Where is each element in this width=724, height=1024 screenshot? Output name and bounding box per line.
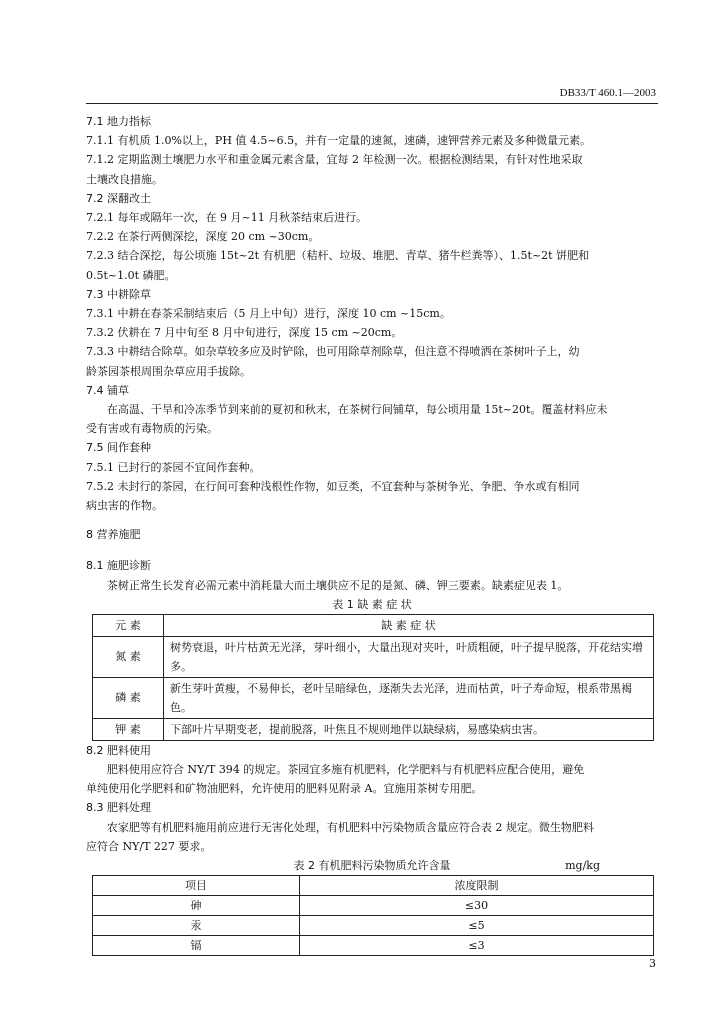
element-cell: 磷 素 xyxy=(93,677,164,718)
table-row xyxy=(93,718,654,740)
symptom-cell: 树势衰退，叶片枯黄无光泽，芽叶细小，大量出现对夹叶，叶质粗硬，叶子提早脱落，开花结实增多。 xyxy=(164,636,654,677)
table-row xyxy=(93,896,654,916)
table2-caption: 表 2 有机肥料污染物质允许含量 xyxy=(293,859,451,873)
section-heading: 7.2 深翻改土 xyxy=(86,191,151,205)
clause-text: 7.1.1 有机质 1.0%以上，PH 值 4.5~6.5，并有一定量的速氮，速磷，速钾营养元素及多种微量元素。 xyxy=(86,134,592,148)
section-heading: 7.3 中耕除草 xyxy=(86,287,151,301)
page-content xyxy=(86,112,658,956)
header-rule xyxy=(86,103,658,104)
deficiency-table xyxy=(92,614,654,741)
pollutant-limit-table xyxy=(92,875,654,956)
clause-text: 7.5.2 未封行的茶园，在行间可套种浅根性作物，如豆类，不宜套种与茶树争光、争肥、争水或有相同 xyxy=(86,479,580,493)
clause-text: 7.3.1 中耕在春茶采制结束后（5 月上中旬）进行，深度 10 cm ~15cm。 xyxy=(86,307,451,321)
clause-text: 土壤改良措施。 xyxy=(86,172,163,186)
table-header-row xyxy=(93,614,654,636)
table-row xyxy=(93,636,654,677)
section-heading: 7.5 间作套种 xyxy=(86,441,151,455)
table-row xyxy=(93,916,654,936)
table2-caption-row xyxy=(86,856,658,875)
symptom-cell: 新生芽叶黄瘦，不易伸长，老叶呈暗绿色，逐渐失去光泽，进而枯黄，叶子寿命短，根系带黑褐色。 xyxy=(164,677,654,718)
paragraph-text: 应符合 NY/T 227 要求。 xyxy=(86,839,212,853)
clause-text: 7.3.2 伏耕在 7 月中旬至 8 月中旬进行，深度 15 cm ~20cm。 xyxy=(86,326,403,340)
limit-cell: ≤30 xyxy=(300,896,654,916)
section-heading: 7.4 铺草 xyxy=(86,383,129,397)
clause-text: 7.1.2 定期监测土壤肥力水平和重金属元素含量，宜每 2 年检测一次。根据检测结果，有针对性地采取 xyxy=(86,153,583,167)
limit-cell: ≤5 xyxy=(300,916,654,936)
table2-unit: mg/kg xyxy=(565,859,600,873)
table1-caption: 表 1 缺 素 症 状 xyxy=(332,597,412,611)
page-number: 3 xyxy=(649,957,656,970)
limit-cell: ≤3 xyxy=(300,936,654,956)
table-header-cell: 缺 素 症 状 xyxy=(164,614,654,636)
clause-text: 龄茶园茶根周围杂草应用手拔除。 xyxy=(86,364,251,378)
table-header-cell: 浓度限制 xyxy=(300,876,654,896)
section-heading: 8.3 肥料处理 xyxy=(86,801,151,815)
element-cell: 钾 素 xyxy=(93,718,164,740)
paragraph-text: 在高温、干旱和冷冻季节到来前的夏初和秋末，在茶树行间铺草，每公顷用量 15t~20t。覆盖材料应未 xyxy=(106,403,608,417)
standard-number: DB33/T 460.1—2003 xyxy=(559,87,656,99)
clause-text: 7.2.3 结合深挖，每公顷施 15t~2t 有机肥（秸杆、垃圾、堆肥、青草、猪牛栏粪等）、1.5t~2t 饼肥和 xyxy=(86,249,590,263)
item-cell: 镉 xyxy=(93,936,300,956)
section-heading: 8.1 施肥诊断 xyxy=(86,559,151,573)
element-cell: 氮 素 xyxy=(93,636,164,677)
table-row xyxy=(93,936,654,956)
paragraph-text: 受有害或有毒物质的污染。 xyxy=(86,422,218,436)
symptom-cell: 下部叶片早期变老，提前脱落，叶焦且不规则地伴以缺绿病，易感染病虫害。 xyxy=(164,718,654,740)
clause-text: 7.3.3 中耕结合除草。如杂草较多应及时铲除，也可用除草剂除草，但注意不得喷洒在茶树叶子上，幼 xyxy=(86,345,580,359)
clause-text: 7.2.1 每年或隔年一次，在 9 月~11 月秋茶结束后进行。 xyxy=(86,211,368,225)
section-heading: 8.2 肥料使用 xyxy=(86,743,151,757)
clause-text: 7.2.2 在茶行两侧深挖，深度 20 cm ~30cm。 xyxy=(86,230,320,244)
clause-text: 7.5.1 已封行的茶园不宜间作套种。 xyxy=(86,460,261,474)
paragraph-text: 肥料使用应符合 NY/T 394 的规定。茶园宜多施有机肥料，化学肥料与有机肥料应配合使用，避免 xyxy=(106,763,585,777)
section-heading: 7.1 地力指标 xyxy=(86,115,151,128)
paragraph-text: 农家肥等有机肥料施用前应进行无害化处理，有机肥料中污染物质含量应符合表 2 规定。微生物肥料 xyxy=(106,820,594,834)
paragraph-text: 茶树正常生长发育必需元素中消耗量大而土壤供应不足的是氮、磷、钾三要素。缺素症见表 1。 xyxy=(106,578,569,592)
table-header-cell: 项目 xyxy=(93,876,300,896)
chapter-heading: 8 营养施肥 xyxy=(86,528,141,542)
table-row xyxy=(93,677,654,718)
table-header-row xyxy=(93,876,654,896)
paragraph-text: 单纯使用化学肥料和矿物油肥料，允许使用的肥料见附录 A。宜施用茶树专用肥。 xyxy=(86,782,483,796)
item-cell: 砷 xyxy=(93,896,300,916)
clause-text: 病虫害的作物。 xyxy=(86,499,163,513)
item-cell: 汞 xyxy=(93,916,300,936)
table-header-cell: 元 素 xyxy=(93,614,164,636)
clause-text: 0.5t~1.0t 磷肥。 xyxy=(86,268,176,282)
